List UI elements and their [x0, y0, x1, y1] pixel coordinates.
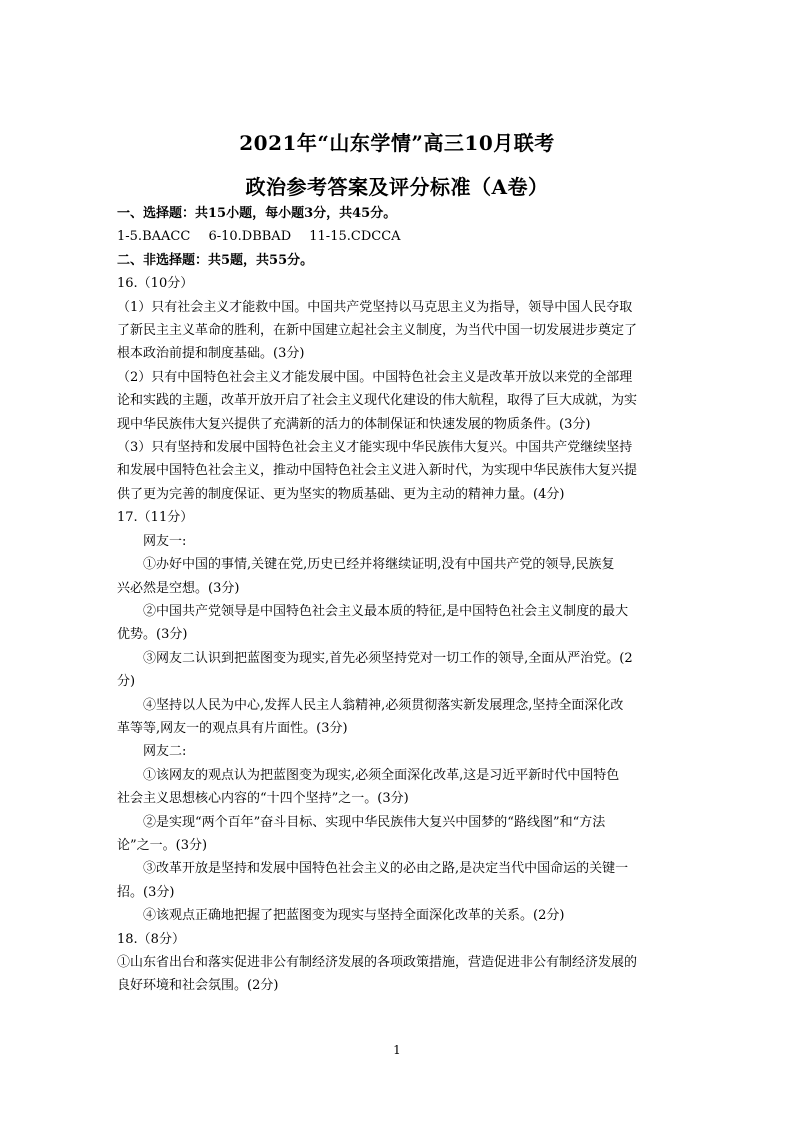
f2-point-1-line2: 社会主义思想核心内容的“十四个坚持”之一。(3分) — [117, 791, 409, 807]
choice-answers — [117, 225, 680, 248]
q16-line: （3）只有坚持和发展中国特色社会主义才能实现中华民族伟大复兴。中国共产党继续坚持 — [117, 440, 633, 456]
friend2-heading: 网友二: — [143, 744, 187, 760]
page-number: 1 — [393, 1043, 401, 1057]
q16-line: 根本政治前提和制度基础。(3分) — [117, 346, 305, 362]
f1-point-1-line2: 兴必然是空想。(3分) — [117, 580, 240, 596]
answers-6-10: 6-10.DBBAD — [208, 229, 292, 245]
answers-1-5: 1-5.BAACC — [117, 229, 191, 245]
f1-point-2-line2: 优势。(3分) — [117, 627, 188, 643]
f1-point-3-line1: ③网友二认识到把蓝图变为现实,首先必须坚持党对一切工作的领导,全面从严治党。(2 — [143, 650, 633, 666]
q16-line: 和发展中国特色社会主义，推动中国特色社会主义进入新时代，为实现中华民族伟大复兴提 — [117, 463, 638, 479]
f2-point-3-line2: 招。(3分) — [117, 884, 175, 900]
q18-line: ①山东省出台和落实促进非公有制经济发展的各项政策措施，营造促进非公有制经济发展的 — [117, 955, 638, 970]
q18-line: 良好环境和社会氛围。(2分) — [117, 978, 279, 994]
section2-heading: 二、非选择题：共5题，共55分。 — [117, 252, 314, 268]
document-subtitle: 政治参考答案及评分标准（A卷） — [245, 175, 549, 199]
q16-label: 16.（10分） — [117, 276, 194, 292]
f1-point-4-line2: 革等等,网友一的观点具有片面性。(3分) — [117, 720, 348, 736]
f1-point-3-line2: 分) — [117, 674, 136, 690]
q18-label: 18.（8分） — [117, 931, 185, 947]
friend1-heading: 网友一: — [143, 533, 187, 549]
q16-line: 现中华民族伟大复兴提供了充满新的活力的体制保证和快速发展的物质条件。(3分) — [117, 416, 591, 432]
f1-point-1-line1: ①办好中国的事情,关键在党,历史已经并将继续证明,没有中国共产党的领导,民族复 — [143, 557, 615, 573]
document-title: 2021年“山东学情”高三10月联考 — [239, 131, 555, 155]
f2-point-3-line1: ③改革开放是坚持和发展中国特色社会主义的必由之路,是决定当代中国命运的关键一 — [143, 861, 629, 877]
answers-11-15: 11-15.CDCCA — [309, 229, 401, 245]
f2-point-2-line1: ②是实现“两个百年”奋斗目标、实现中华民族伟大复兴中国梦的“路线图”和“方法 — [143, 814, 606, 830]
q17-label: 17.（11分） — [117, 510, 194, 526]
f2-point-1-line1: ①该网友的观点认为把蓝图变为现实,必须全面深化改革,这是习近平新时代中国特色 — [143, 767, 620, 783]
q16-line: 了新民主主义革命的胜利，在新中国建立起社会主义制度，为当代中国一切发展进步奠定了 — [117, 323, 638, 339]
f2-point-2-line2: 论”之一。(3分) — [117, 837, 208, 853]
section1-heading: 一、选择题：共15小题，每小题3分，共45分。 — [117, 206, 397, 221]
f1-point-4-line1: ④坚持以人民为中心,发挥人民主人翁精神,必须贯彻落实新发展理念,坚持全面深化改 — [143, 697, 624, 713]
answer-content — [117, 202, 680, 998]
q16-line: （2）只有中国特色社会主义才能发展中国。中国特色社会主义是改革开放以来党的全部理 — [117, 369, 633, 385]
f2-point-4-line1: ④该观点正确地把握了把蓝图变为现实与坚持全面深化改革的关系。(2分) — [143, 908, 565, 924]
f1-point-2-line1: ②中国共产党领导是中国特色社会主义最本质的特征,是中国特色社会主义制度的最大 — [143, 603, 629, 619]
q16-line: （1）只有社会主义才能救中国。中国共产党坚持以马克思主义为指导，领导中国人民夺取 — [117, 299, 633, 315]
q16-line: 论和实践的主题，改革开放开启了社会主义现代化建设的伟大航程，取得了巨大成就，为实 — [117, 393, 638, 409]
q16-line: 供了更为完善的制度保证、更为坚实的物质基础、更为主动的精神力量。(4分) — [117, 486, 565, 502]
